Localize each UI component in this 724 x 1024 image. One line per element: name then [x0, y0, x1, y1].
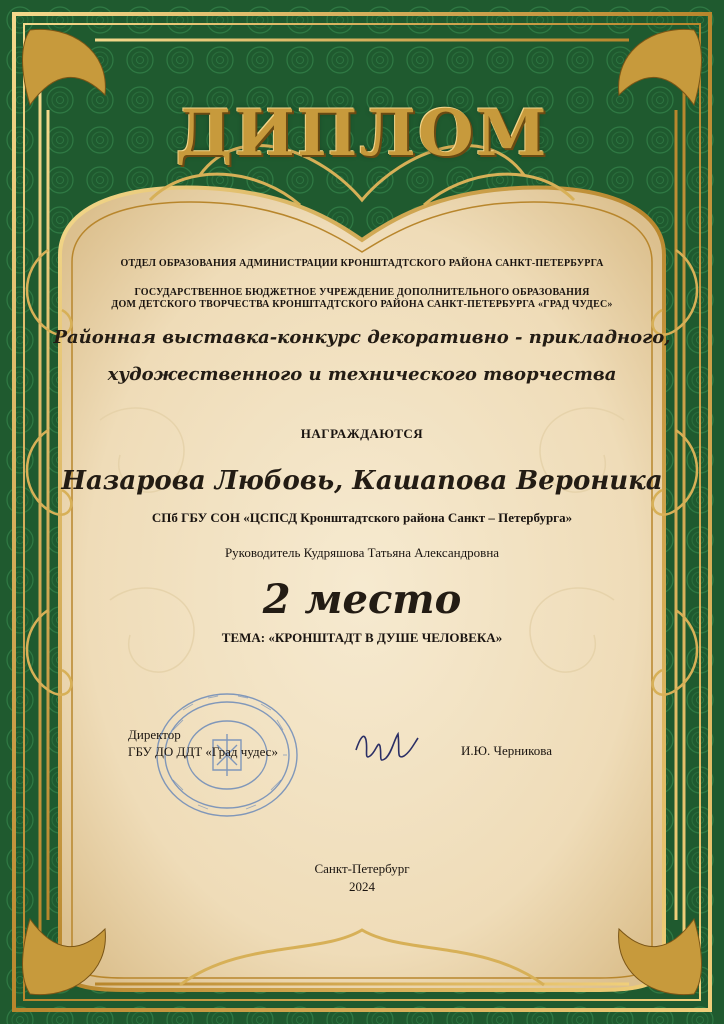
year: 2024: [349, 879, 375, 894]
signatory-name: И.Ю. Черникова: [461, 743, 553, 758]
city: Санкт-Петербург: [314, 861, 410, 876]
signatory-organization: ГБУ ДО ДДТ «Град чудес»: [128, 744, 278, 759]
signatory-title: Директор: [128, 727, 181, 742]
handwritten-signature: [352, 720, 422, 770]
theme-line: ТЕМА: «КРОНШТАДТ В ДУШЕ ЧЕЛОВЕКА»: [221, 630, 503, 645]
institution-line-1: ГОСУДАРСТВЕННОЕ БЮДЖЕТНОЕ УЧРЕЖДЕНИЕ ДОПОЛНИТЕЛЬНОГО ОБРАЗОВАНИЯ: [134, 287, 590, 298]
recipient-names: Назарова Любовь, Кашапова Вероника: [61, 466, 663, 496]
awarded-label: НАГРАЖДАЮТСЯ: [300, 426, 424, 441]
event-title-line-2: художественного и технического творчества: [107, 364, 617, 385]
recipient-organization: СПб ГБУ СОН «ЦСПСД Кронштадтского района Санкт – Петербурга»: [151, 510, 573, 525]
award-place: 2 место: [262, 576, 462, 623]
institution-line-2: ДОМ ДЕТСКОГО ТВОРЧЕСТВА КРОНШТАДТСКОГО РАЙОНА САНКТ-ПЕТЕРБУРГА «ГРАД ЧУДЕС»: [111, 299, 613, 310]
event-title-line-1: Районная выставка-конкурс декоративно - прикладного,: [53, 327, 671, 348]
department-line: ОТДЕЛ ОБРАЗОВАНИЯ АДМИНИСТРАЦИИ КРОНШТАДТСКОГО РАЙОНА САНКТ-ПЕТЕРБУРГА: [120, 258, 604, 269]
diploma-title: ДИПЛОМ: [175, 96, 549, 171]
leader-line: Руководитель Кудряшова Татьяна Александровна: [224, 545, 500, 560]
